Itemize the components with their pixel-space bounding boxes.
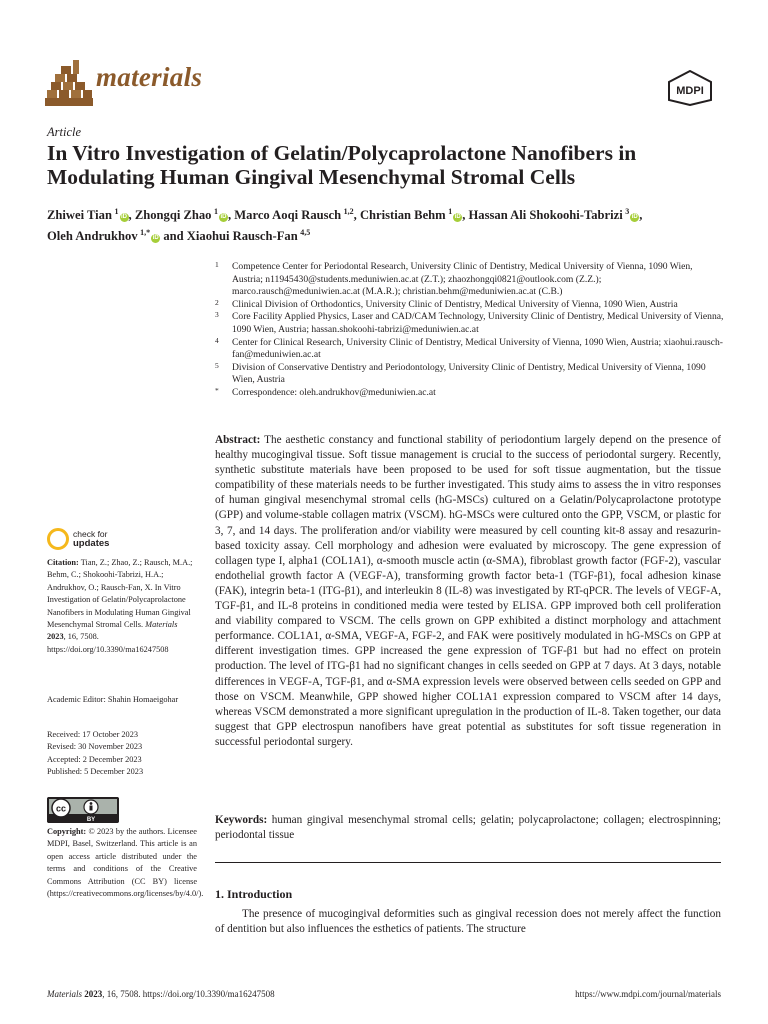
orcid-icon[interactable]: iD	[454, 214, 461, 221]
author-name: Marco Aoqi Rausch	[234, 208, 342, 223]
cc-label: cc	[55, 803, 67, 814]
author-affil-sup: 1	[448, 207, 453, 216]
intro-heading: 1. Introduction	[215, 887, 293, 901]
author-affil-sup: 3	[625, 207, 630, 216]
affiliation-item	[215, 337, 725, 362]
citation-journal: Materials	[145, 620, 178, 630]
abstract-label: Abstract:	[215, 434, 261, 446]
copyright-text: © 2023 by the authors. Licensee MDPI, Basel, Switzerland. This article is an open access article distributed under the terms and conditions of the Creative Commons Attribution (CC BY) license (https://creativecommons.org/licenses/by/4.0/).	[47, 827, 204, 899]
by-label: BY	[86, 817, 96, 823]
affiliation-number: 5	[215, 360, 219, 370]
footer-journal-url[interactable]: https://www.mdpi.com/journal/materials	[575, 989, 721, 999]
keywords	[215, 813, 721, 843]
intro-paragraph: The presence of mucogingival deformities such as gingival recession does not merely affect the function of dentition but also influences the esthetics of patients. The structure	[215, 908, 721, 936]
author-name: Zhongqi Zhao	[134, 208, 212, 223]
citation-text: Tian, Z.; Zhao, Z.; Rausch, M.A.; Behm, C.; Shokoohi-Tabrizi, H.A.; Andrukhov, O.; Rausch-Fan, X. In Vitro Investigation of Gelatin/Polycaprolactone Nanofibers in Modulating Human Gingival Mesenchymal Stromal Cells.	[47, 558, 193, 630]
author-name: Christian Behm	[359, 208, 446, 223]
citation-label: Citation:	[47, 558, 79, 567]
author-affil-sup: 1,2	[343, 207, 354, 216]
check-updates-label	[73, 530, 109, 548]
affiliations	[215, 261, 725, 400]
affiliation-item	[215, 387, 725, 400]
orcid-icon[interactable]: iD	[631, 214, 638, 221]
publication-dates	[47, 729, 197, 779]
citation-volume: , 16, 7508. https://doi.org/10.3390/ma16247508	[47, 632, 169, 654]
date-published: Published: 5 December 2023	[47, 767, 144, 777]
author-name: Xiaohui Rausch-Fan	[186, 229, 298, 244]
citation-block	[47, 557, 197, 656]
abstract-text: The aesthetic constancy and functional stability of periodontium largely depend on the presence of healthy mucogingival tissue. Soft tissue management is crucial to the success of periodontal surgery. Recently, synthetic substitute materials have been proposed to be used for soft tissue augmentation, but the tissue compatibility of these materials needs to be further investigated. This study aims to assess the in vitro responses of human gingival mesenchymal stromal cells (hG-MSCs) cultured on a Gelatin/Polycaprolactone prototype (GPP) and volume-stable collagen matrix (VSCM). hG-MSCs were cultured onto the GPP, VSCM, or plastic for 3, 7, and 14 days. The proliferation and/or viability were measured by cell counting kit-8 assay and resazurin-based toxicity assay. Cell morphology and adhesion were evaluated by microscopy. The gene expression of collagen type I, alpha1 (COL1A1), α-smooth muscle actin (α-SMA), fibroblast growth factor (FGF-2), vascular endothelial growth factor A (VEGF-A), transforming growth factor beta-1 (TGF-β1), focal adhesion kinase (FAK), integrin beta-1 (ITG-β1), and interleukin 8 (IL-8) was investigated by RT-qPCR. The levels of VEGF-A, TGF-β1, and IL-8 proteins in conditioned media were tested by ELISA. GPP improved both cell proliferation and viability compared to VSCM. The cells grown on GPP exhibited a distinct morphology and attachment performance. COL1A1, α-SMA, VEGF-A, FGF-2, and FAK were positively modulated in hG-MSCs on GPP at different investigation times. GPP increased the gene expression of TGF-β1 but had no effect on protein production. The level of ITG-β1 had no significant changes in cells seeded on GPP at 7 days. At 3 days, notable differences in VEGF-A, TGF-β1, and α-SMA expression levels were observed between cells seeded on GPP and those on VSCM. Meanwhile, GPP showed higher COL1A1 expression compared to VSCM after 14 days, whereas VSCM demonstrated a more significant upregulation in the production of IL-8. Taken together, our data suggest that GPP electrospun nanofibers have great potential as substitutes for soft tissue regeneration in successful periodontal surgery.	[215, 434, 721, 748]
date-accepted: Accepted: 2 December 2023	[47, 754, 142, 764]
affiliation-text: Division of Conservative Dentistry and Periodontology, University Clinic of Dentistry, Medical University of Vienna, 1090 Wien, Austria	[232, 361, 706, 386]
footer-year: 2023	[84, 989, 103, 999]
cc-by-license-icon[interactable]	[47, 797, 119, 823]
affiliation-item	[215, 362, 725, 387]
author-affil-sup: 1	[114, 207, 119, 216]
check-updates-icon	[47, 528, 69, 550]
author-affil-sup: 1	[214, 207, 218, 216]
affiliation-text: Center for Clinical Research, University Clinic of Dentistry, Medical University of Vienna, 1090 Wien, Austria; xiaohui.rausch-fan@meduniwien.ac.at	[232, 336, 723, 361]
author-name: Zhiwei Tian	[47, 208, 112, 223]
affiliation-text: Correspondence: oleh.andrukhov@meduniwien.ac.at	[232, 386, 436, 398]
author-name: Hassan Ali Shokoohi-Tabrizi	[468, 208, 623, 223]
academic-editor: Academic Editor: Shahin Homaeigohar	[47, 695, 179, 704]
orcid-icon[interactable]: iD	[121, 214, 128, 221]
affiliation-text: Competence Center for Periodontal Research, University Clinic of Dentistry, Medical University of Vienna, 1090 Wien, Austria; n11945430@students.meduniwien.ac.at (Z.T.); zhaozhongqi0821@outlook.com (Z.Z.); marco.rausch@meduniwien.ac.at (M.A.R.); christian.behm@meduniwien.ac.at (C.B.)	[232, 261, 693, 298]
affiliation-text: Core Facility Applied Physics, Laser and CAD/CAM Technology, University Clinic of Dentistry, Medical University of Vienna, 1090 Wien, Austria; hassan.shokoohi-tabrizi@meduniwien.ac.at	[232, 311, 724, 335]
author-affil-sup: 4,5	[300, 228, 311, 238]
check-line1: check for	[73, 529, 108, 539]
and-word: and	[163, 229, 184, 244]
footer-journal: Materials	[47, 989, 82, 999]
check-line2: updates	[73, 538, 110, 549]
author-affil-sup: 1,*	[140, 228, 151, 238]
citation-year: 2023	[47, 632, 64, 642]
mdpi-label: MDPI	[676, 85, 704, 97]
affiliation-number: 2	[215, 297, 219, 307]
date-received: Received: 17 October 2023	[47, 730, 139, 739]
footer-citation	[47, 989, 275, 999]
journal-logo-icon	[45, 58, 93, 106]
orcid-icon[interactable]: iD	[220, 214, 227, 221]
article-title: In Vitro Investigation of Gelatin/Polycaprolactone Nanofibers in Modulating Human Gingival Mesenchymal Stromal Cells	[47, 141, 637, 189]
affiliation-text: Clinical Division of Orthodontics, University Clinic of Dentistry, Medical University of Vienna, 1090 Wien, Austria	[232, 298, 678, 310]
affiliation-number: 4	[215, 335, 219, 345]
copyright-label: Copyright:	[47, 827, 87, 836]
article-type: Article	[47, 125, 82, 139]
journal-name: materials	[96, 62, 203, 92]
section-divider	[215, 862, 721, 863]
keywords-text: human gingival mesenchymal stromal cells; gelatin; polycaprolactone; collagen; electrospinning; periodontal tissue	[215, 814, 722, 842]
check-for-updates-button[interactable]	[47, 528, 165, 552]
abstract	[215, 433, 721, 750]
author-name: Oleh Andrukhov	[47, 229, 138, 244]
mdpi-logo-icon	[667, 70, 713, 106]
affiliation-item	[215, 261, 725, 299]
affiliation-item	[215, 299, 725, 312]
affiliation-number: 1	[215, 260, 219, 269]
author-list: Zhiwei Tian $^1$iD , Zhongqi Zhao $^1$iD , Marco Aoqi Rausch $^{1,2}$, Christian Behm $^1$iD , Hassan Ali Shokoohi-Tabrizi $^3$iD , Oleh Andrukhov $^{1,*}$iD and Xiaohui Rausch-Fan $^{4,5}$	[47, 207, 643, 244]
footer-doi[interactable]: , 16, 7508. https://doi.org/10.3390/ma16247508	[102, 989, 275, 999]
orcid-icon[interactable]: iD	[152, 235, 159, 242]
keywords-label: Keywords:	[215, 814, 268, 826]
affiliation-item	[215, 311, 725, 336]
copyright-notice	[47, 826, 204, 900]
affiliation-number: *	[215, 385, 219, 395]
date-revised: Revised: 30 November 2023	[47, 742, 143, 752]
affiliation-number: 3	[215, 310, 219, 320]
